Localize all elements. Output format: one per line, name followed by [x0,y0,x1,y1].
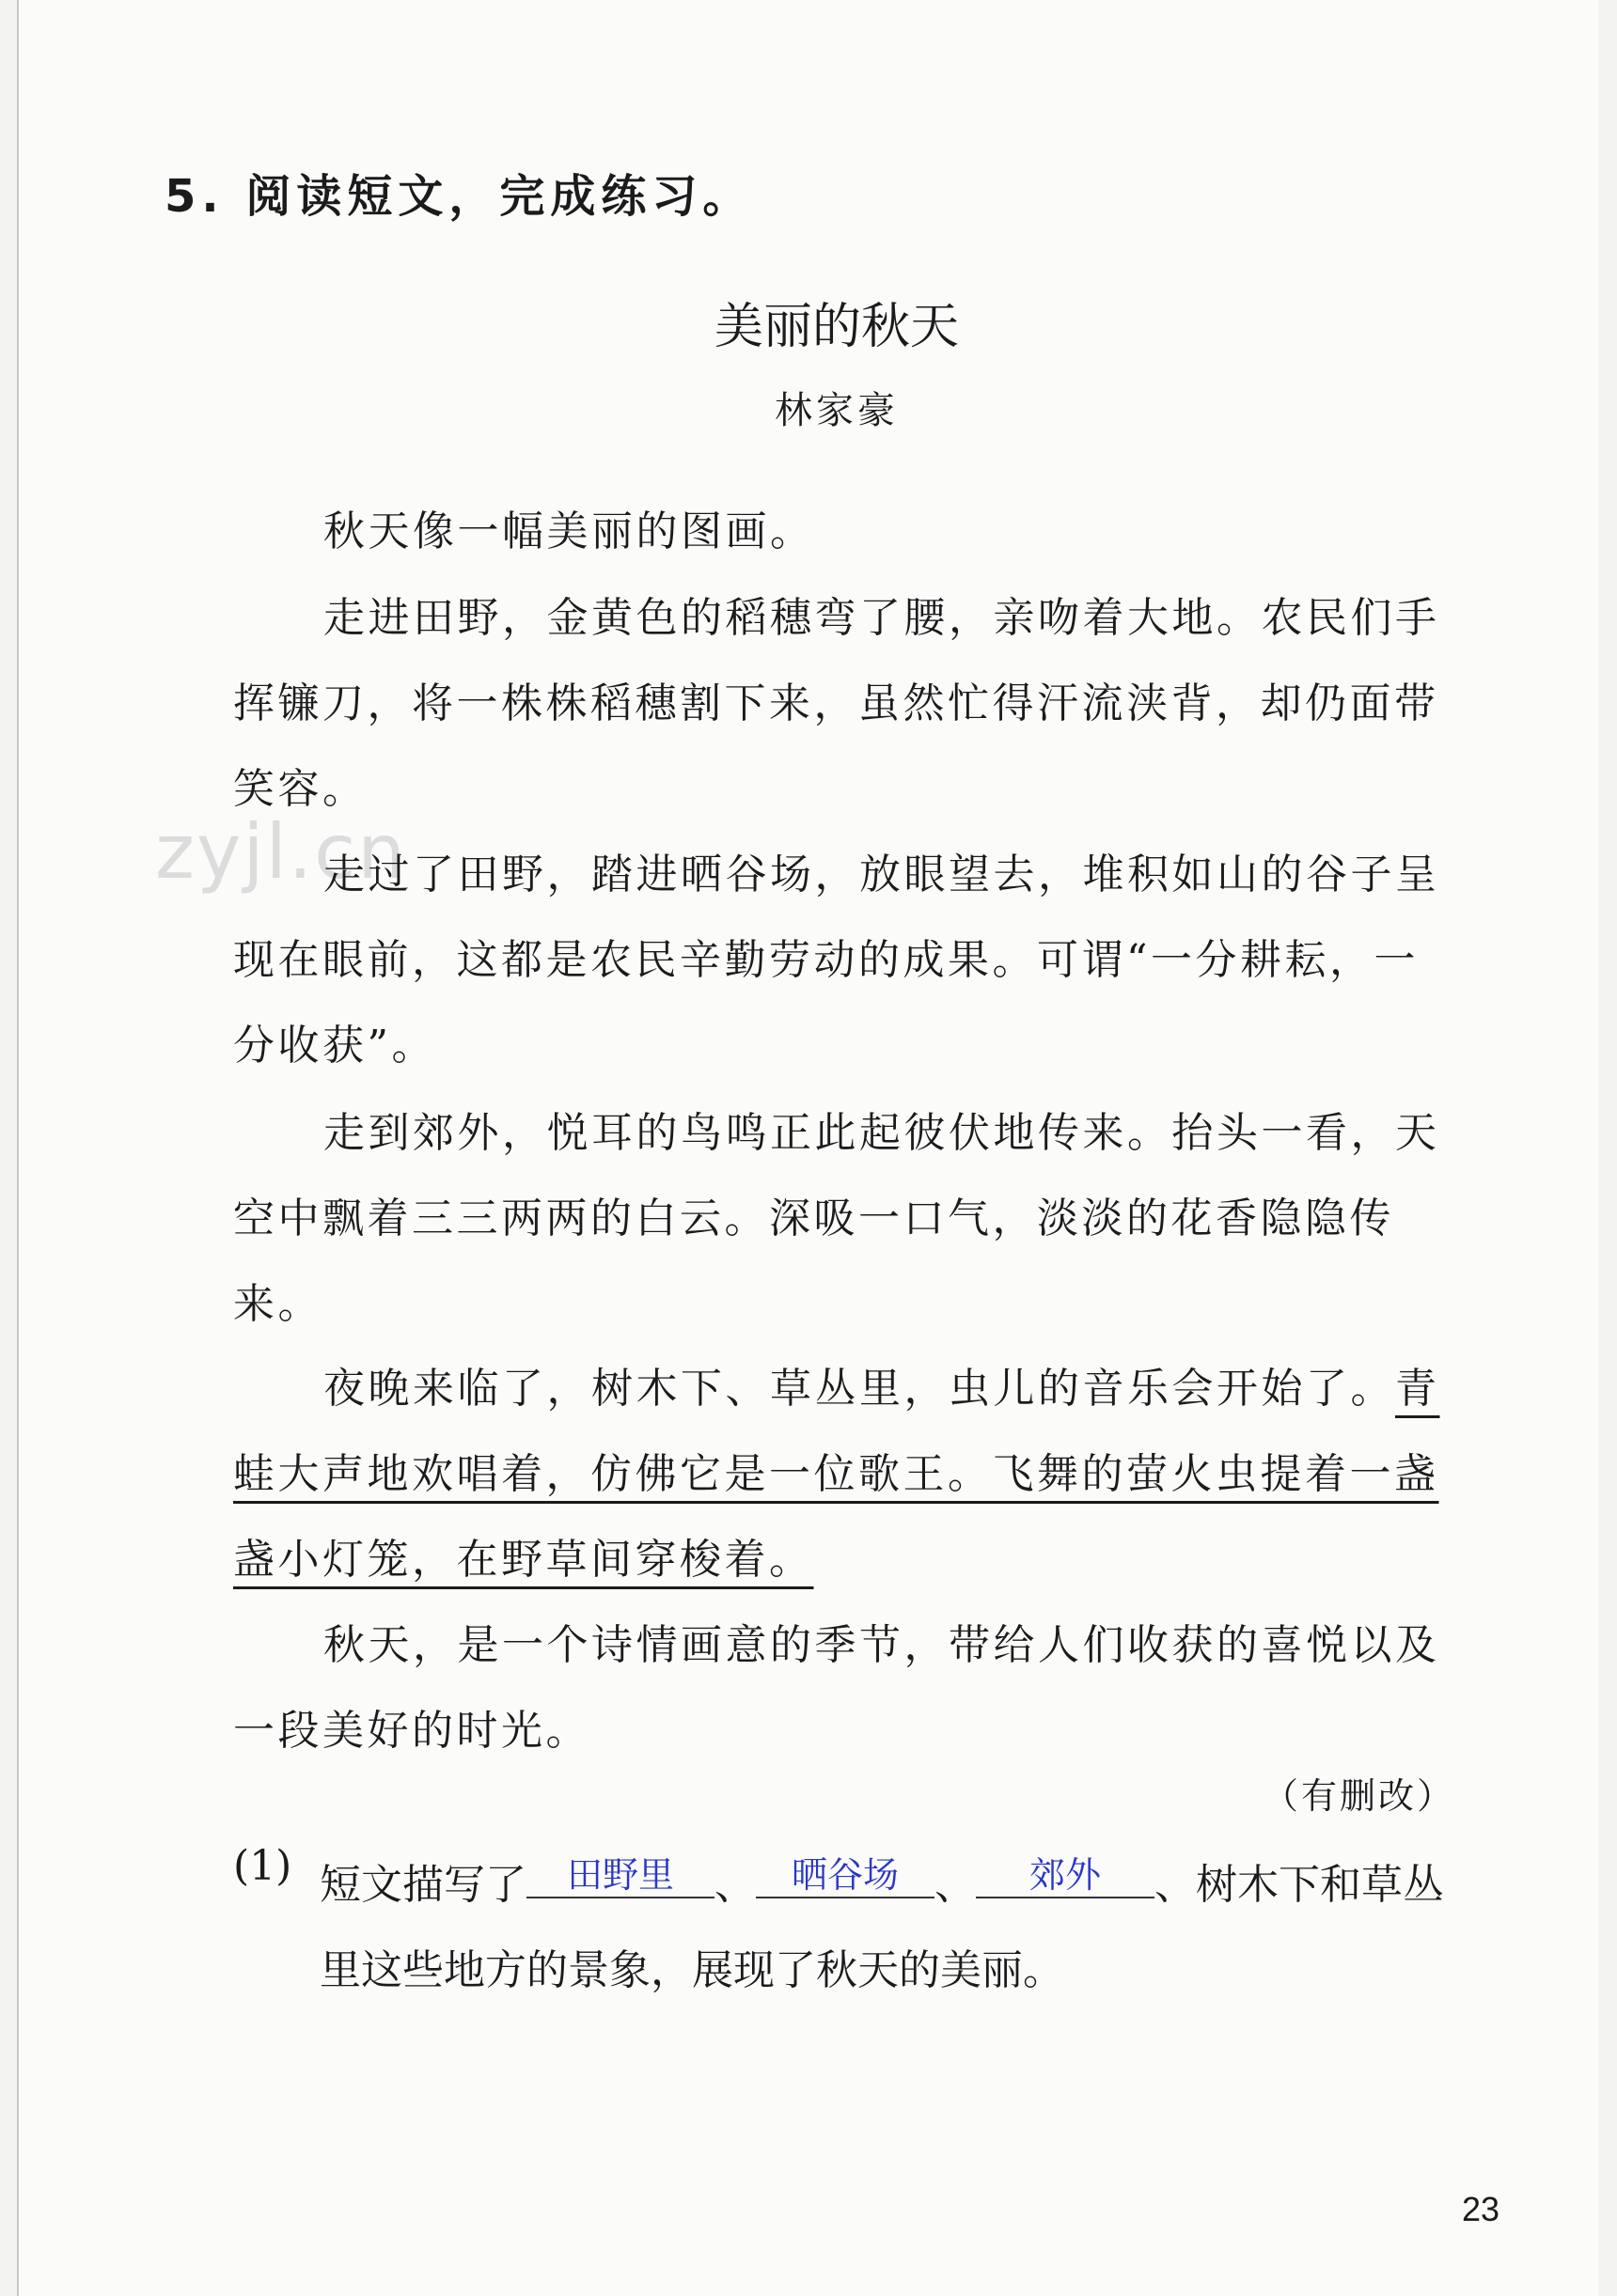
paragraph-1: 秋天像一幅美丽的图画。 [323,508,815,555]
answer-3: 郊外 [1028,1854,1101,1896]
page-number: 23 [1462,2190,1500,2228]
question-1 [320,1842,1467,2013]
paragraph-6: 秋天，是一个诗情画意的季节，带给人们收获的喜悦以及一段美好的时光。 [233,1621,1440,1755]
answer-blank-1[interactable] [526,1844,714,1898]
paragraph-5-text: 夜晚来临了，树木下、草丛里，虫儿的音乐会开始了。 [323,1365,1395,1413]
paragraph-2: 走进田野，金黄色的稻穗弯了腰，亲吻着大地。农民们手挥镰刀，将一株株稻穗割下来，虽然忙得汗流浃背，却仍面带笑容。 [233,594,1440,813]
story-author: 林家豪 [775,389,899,432]
answer-blank-2[interactable] [756,1844,934,1898]
question-heading: 5. 阅读短文，完成练习。 [165,170,754,223]
source-note: （有删改） [1262,1775,1455,1817]
answer-1: 田野里 [566,1854,674,1896]
question-suffix: 、树木下和草丛里这些地方的景象，展现了秋天的美丽。 [320,1861,1444,1994]
separator: 、 [714,1861,756,1909]
story-title: 美丽的秋天 [714,299,959,355]
paragraph-4: 走到郊外，悦耳的鸟鸣正此起彼伏地传来。抬头一看，天空中飘着三三两两的白云。深吸一口气，淡淡的花香隐隐传来。 [233,1109,1440,1328]
separator: 、 [934,1861,976,1909]
paragraph-3: 走过了田野，踏进晒谷场，放眼望去，堆积如山的谷子呈现在眼前，这都是农民辛勤劳动的成果。可谓“一分耕耘，一分收获”。 [233,851,1440,1070]
question-prefix: 短文描写了 [320,1861,526,1909]
question-number: (1) [233,1842,292,1890]
watermark: zyjl.cn [155,808,407,896]
answer-2: 晒谷场 [791,1854,899,1896]
underlined-sentence: 青蛙大声地欢唱着，仿佛它是一位歌王。飞舞的萤火虫提着一盏盏小灯笼，在野草间穿梭着。 [233,1365,1440,1584]
paragraph-5 [233,1346,1455,1602]
answer-blank-3[interactable] [976,1844,1154,1898]
